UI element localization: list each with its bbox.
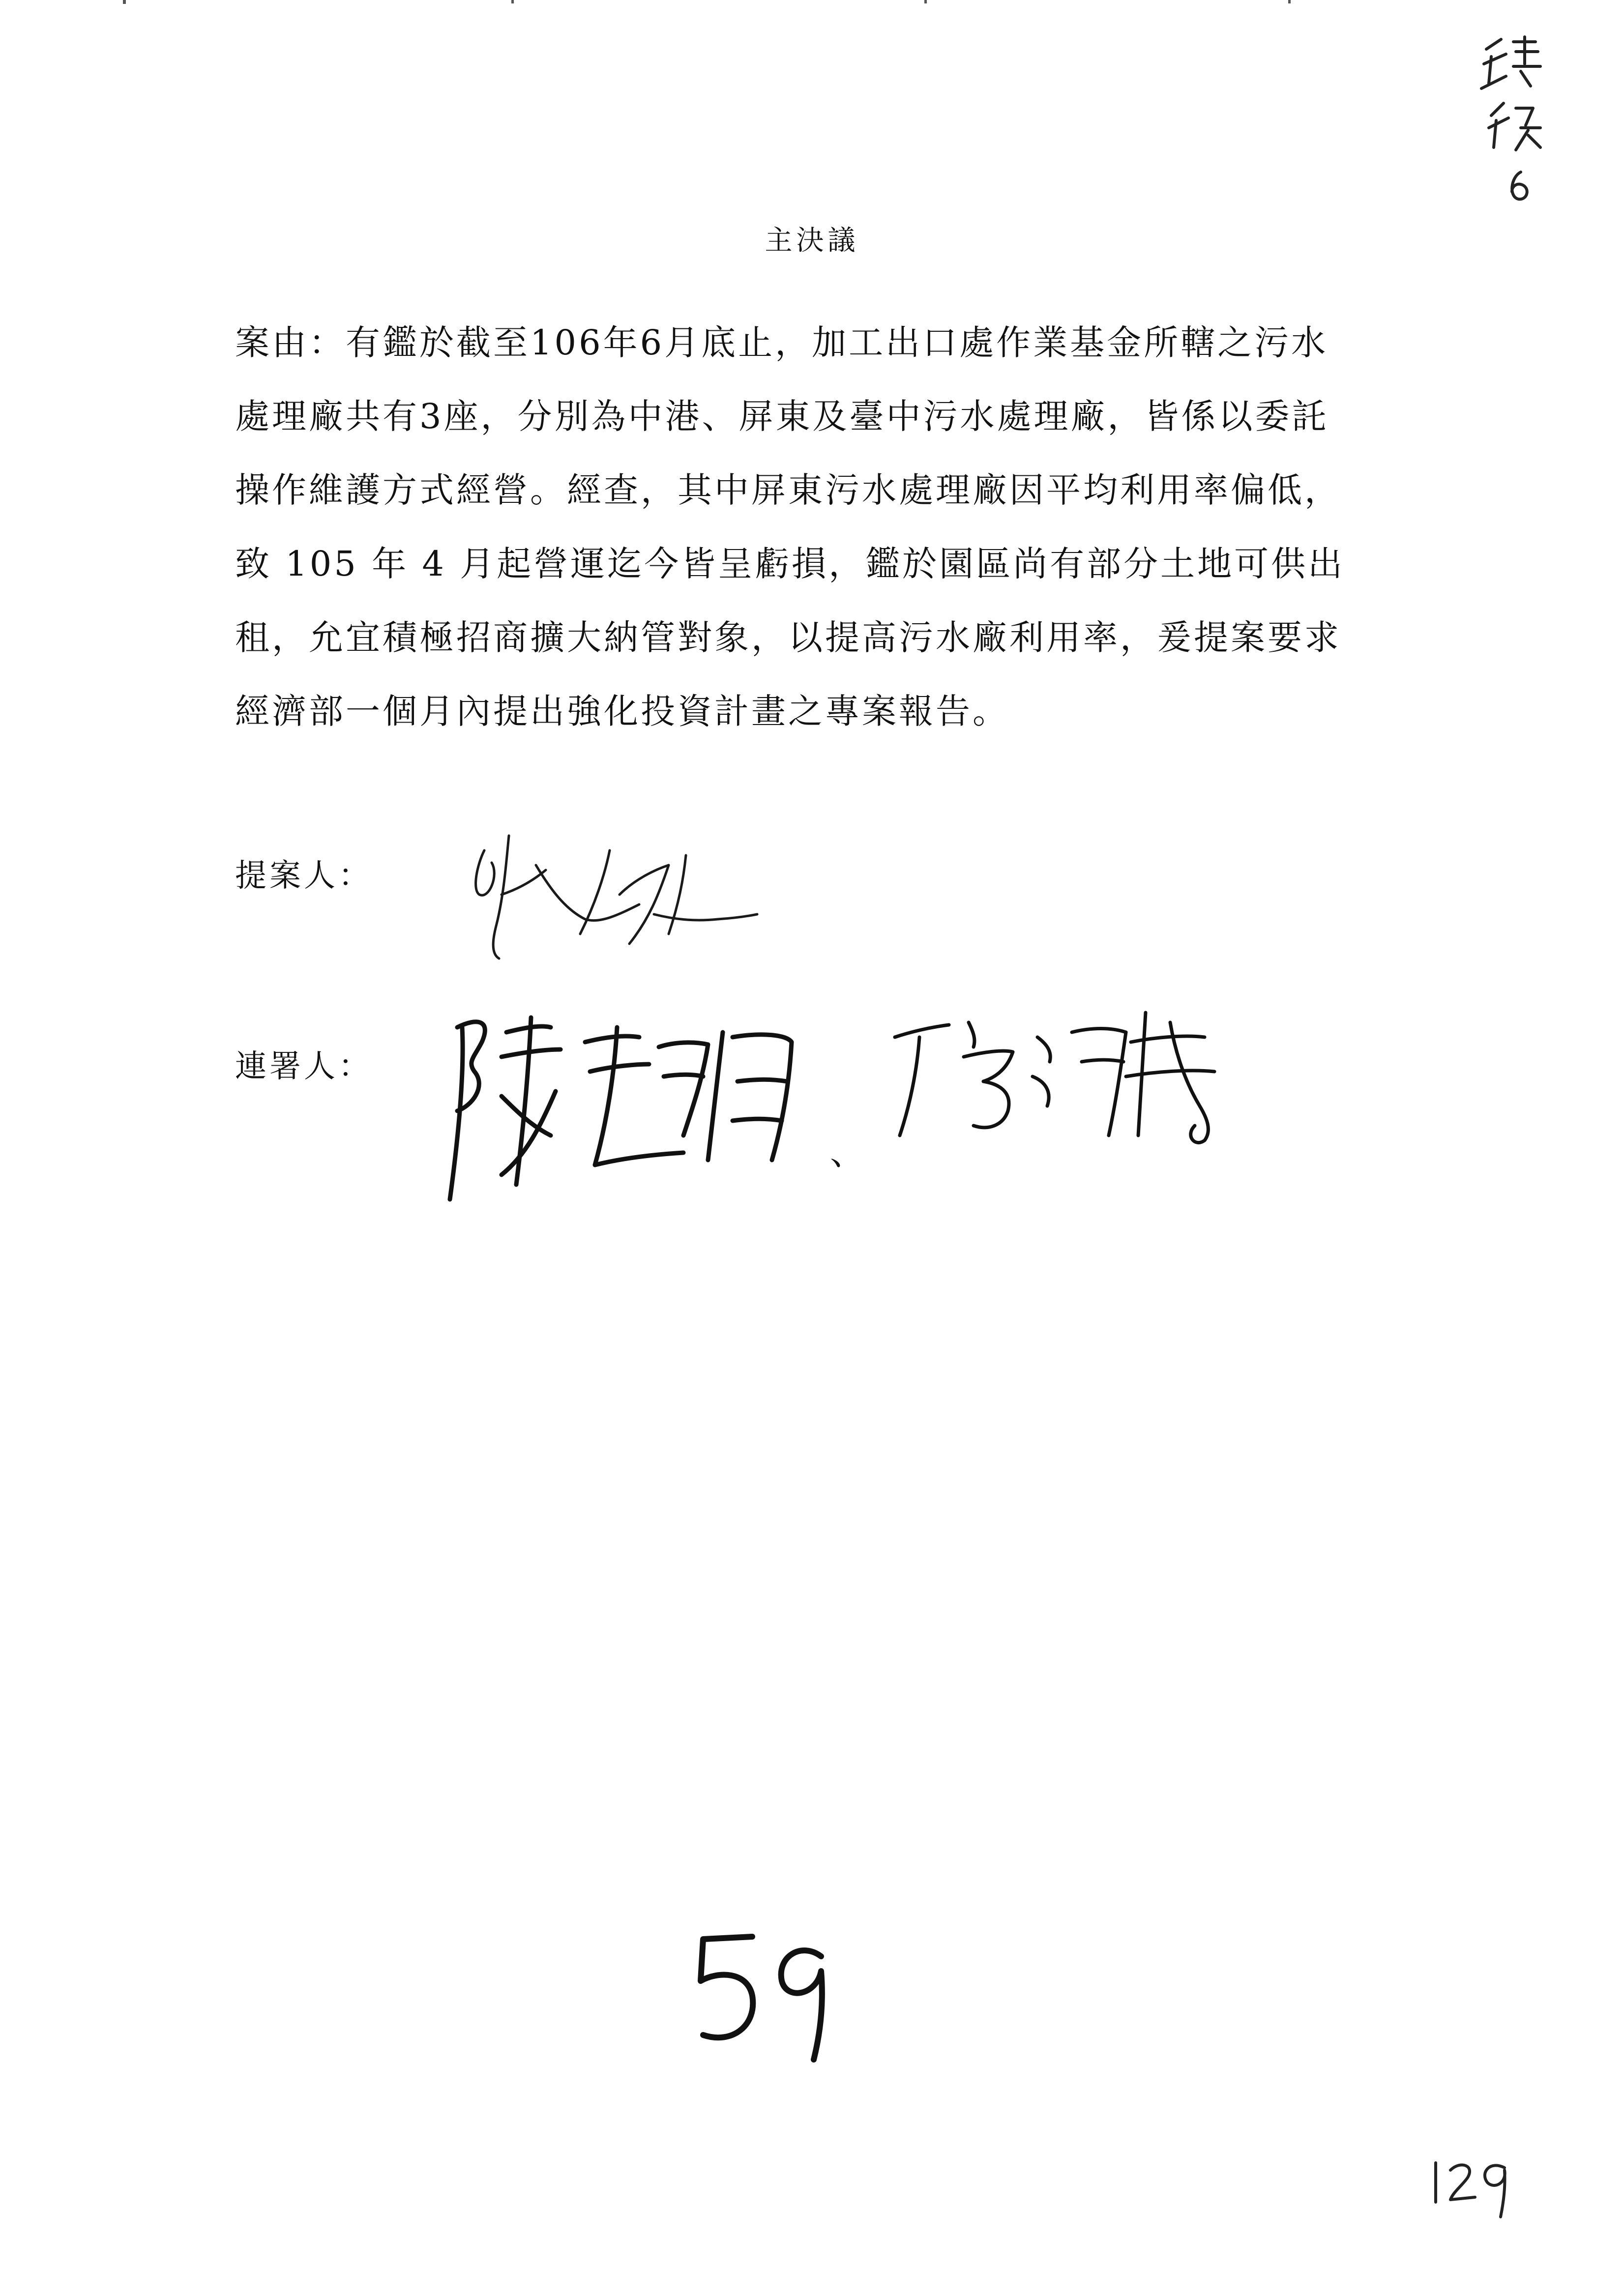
body-line-3: 操作維護方式經營。經查，其中屏東污水處理廠因平均利用率偏低，	[235, 470, 1341, 510]
proposer-signature	[462, 821, 777, 978]
document-title: 主決議	[765, 225, 859, 257]
body-paragraph	[235, 306, 1386, 748]
handwritten-page-number	[674, 1917, 860, 2064]
cosigner-label: 連署人：	[235, 1048, 373, 1085]
signature-separator: 、	[830, 1133, 864, 1173]
handwritten-corner-note	[1467, 29, 1550, 211]
body-line-1: 案由：有鑑於截至106年6月底止，加工出口處作業基金所轄之污水	[235, 322, 1329, 363]
cosigner-signature-1	[428, 998, 821, 1229]
proposer-label: 提案人：	[235, 858, 373, 894]
body-line-4: 致 105 年 4 月起營運迄今皆呈虧損，鑑於園區尚有部分土地可供出	[235, 544, 1345, 584]
body-line-2: 處理廠共有3座，分別為中港、屏東及臺中污水處理廠，皆係以委託	[235, 396, 1329, 436]
body-line-6: 經濟部一個月內提出強化投資計畫之專案報告。	[235, 691, 1009, 731]
scan-edge-marks	[0, 0, 1624, 7]
body-line-5: 租，允宜積極招商擴大納管對象，以提高污水廠利用率，爰提案要求	[235, 617, 1341, 658]
cosigner-signature-2	[851, 993, 1234, 1155]
handwritten-bottom-number	[1421, 2143, 1519, 2222]
